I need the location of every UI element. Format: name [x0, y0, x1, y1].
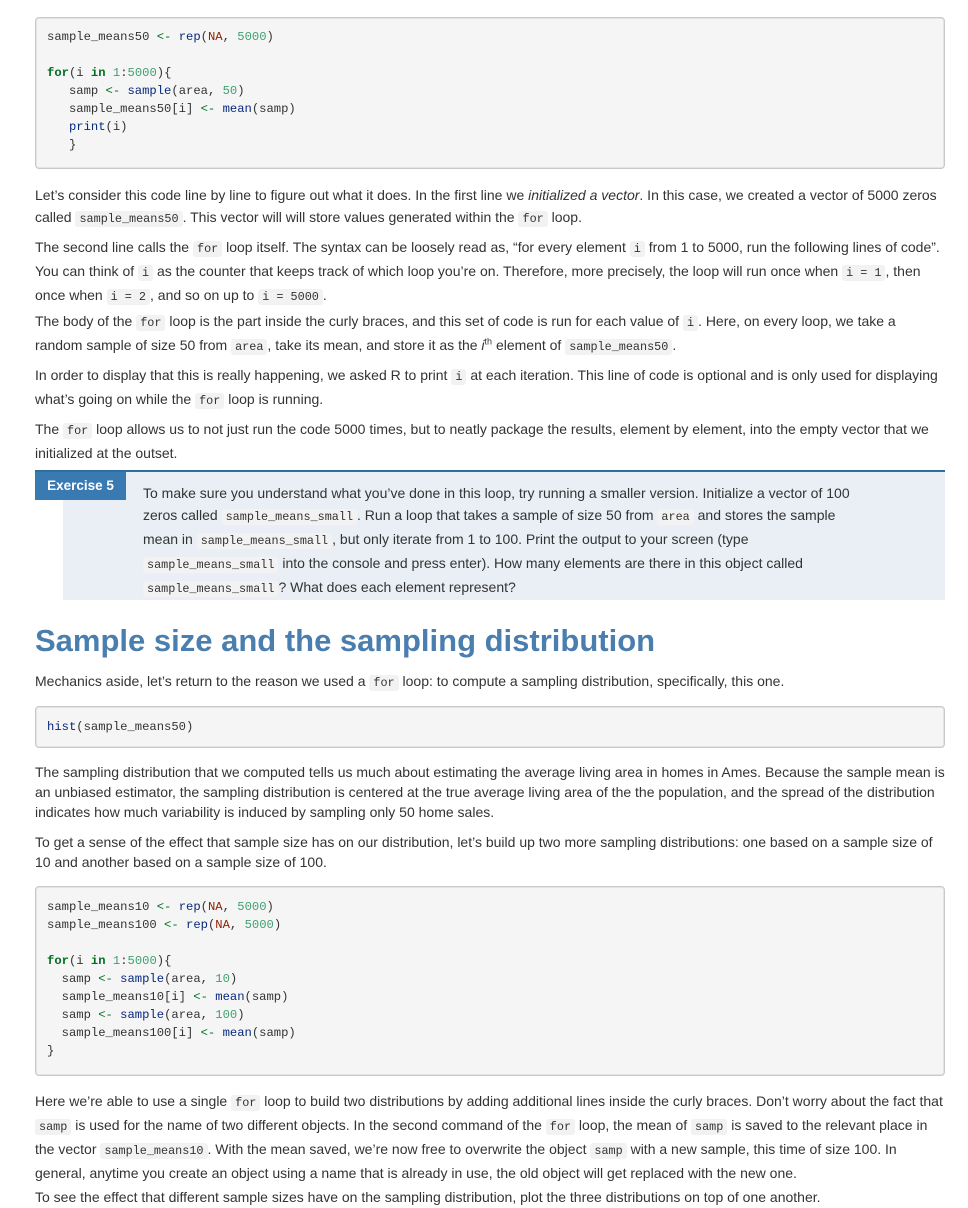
exercise-rule — [35, 470, 945, 472]
section-heading: Sample size and the sampling distribution — [35, 623, 656, 658]
inline-code: i = 5000 — [258, 289, 323, 305]
inline-code: i — [451, 369, 466, 385]
inline-code: i = 1 — [842, 265, 885, 281]
text: loop to build two distributions by adding additional lines inside the curly braces. Don’t worry about the fact that — [260, 1093, 943, 1109]
paragraph-single-loop — [35, 1090, 945, 1184]
inline-code: for — [193, 241, 222, 257]
inline-code: for — [518, 211, 547, 227]
inline-code: area — [231, 339, 267, 355]
text: To make sure you understand what you’ve done in this loop, try running a smaller version. Initialize a vector of 100 zeros called — [143, 485, 850, 523]
code-line: print(i) — [68, 120, 128, 134]
inline-code: for — [195, 393, 224, 409]
inline-code: samp — [691, 1119, 727, 1135]
paragraph-sample-size-effect: To get a sense of the effect that sample size has on our distribution, let’s build up two more sampling distributions: one based on a sample size of 10 and another based on a sample size of 100. — [35, 834, 933, 870]
text: loop is the part inside the curly braces, and this set of code is run for each value of — [165, 313, 683, 329]
paragraph-initialize-vector — [35, 184, 945, 230]
text: In order to display that this is really happening, we asked R to print — [35, 367, 452, 383]
text: element of — [492, 337, 566, 353]
text: , and so on up to — [150, 287, 259, 303]
inline-code: sample_means_small — [197, 533, 332, 549]
text: ? What does each element represent? — [278, 579, 516, 595]
text: with a new sample, this time of size 100. In general, anytime you create an object using a name that is already in use, the old object will get replaced with the new one. — [35, 1141, 897, 1181]
text: Here we’re able to use a single — [35, 1093, 232, 1109]
text: . — [322, 287, 327, 303]
text: at each iteration. This line of code is optional and is only used for displaying what’s going on while the — [35, 367, 938, 407]
code-line: sample_means10[i] <- mean(samp) — [47, 990, 289, 1004]
paragraph-loop-package — [35, 418, 945, 464]
text: . In this case, we created a vector of 5000 zeros called — [35, 187, 937, 225]
text: The second line calls the — [35, 239, 193, 255]
text: The — [35, 421, 64, 437]
text: into the console and press enter). How many elements are there in this object called — [278, 555, 803, 571]
inline-code: samp — [35, 1119, 71, 1135]
paragraph-mechanics-aside — [35, 670, 945, 694]
text: as the counter that keeps track of which loop you’re on. Therefore, more precisely, the loop will run once when — [153, 263, 843, 279]
code-line: sample_means50 <- rep(NA, 5000) — [47, 30, 274, 44]
inline-code: sample_means_small — [143, 581, 278, 597]
inline-code: sample_means50 — [75, 211, 182, 227]
text: loop, the mean of — [575, 1117, 692, 1133]
code-line: sample_means100 <- rep(NA, 5000) — [47, 918, 282, 932]
code-block-loop-10-100[interactable] — [35, 886, 945, 1076]
code-line: for(i in 1:5000){ — [47, 954, 172, 968]
inline-code: sample_means10 — [100, 1143, 207, 1159]
text: from 1 to 5000, run the following lines of code”. You can think of — [35, 239, 940, 279]
code-line: sample_means50[i] <- mean(samp) — [47, 102, 296, 116]
text: . — [672, 337, 677, 353]
emphasis-text: initialized a vector — [528, 187, 640, 203]
superscript: th — [484, 336, 493, 347]
paragraph-for-loop-syntax — [35, 236, 945, 308]
text: loop. — [547, 209, 582, 225]
text: , take its mean, and store it as the — [267, 337, 482, 353]
text: The body of the — [35, 313, 137, 329]
code-line: sample_means100[i] <- mean(samp) — [47, 1026, 296, 1040]
text: Mechanics aside, let’s return to the reason we used a — [35, 673, 370, 689]
paragraph-loop-body — [35, 310, 945, 358]
code-line: samp <- sample(area, 100) — [47, 1008, 245, 1022]
inline-code: sample_means_small — [143, 557, 278, 573]
paragraph-plot-three: To see the effect that different sample sizes have on the sampling distribution, plot the three distributions on top of one another. — [35, 1189, 821, 1205]
inline-code: i — [683, 315, 698, 331]
math-variable: i — [481, 337, 485, 353]
inline-code: sample_means50 — [565, 339, 672, 355]
paragraph-sampling-distribution: The sampling distribution that we computed tells us much about estimating the average living area in homes in Ames. Because the sample mean is an unbiased estimator, the sampling distribution is centered at the true average living area of the the population, and the spread of the distribution indicates how much variability is induced by sampling only 50 home sales. — [35, 764, 945, 820]
exercise-text — [143, 482, 858, 600]
code-line: samp <- sample(area, 50) — [47, 84, 245, 98]
text: . Here, on every loop, we take a random sample of size 50 from — [35, 313, 896, 353]
code-line: } — [47, 138, 77, 152]
inline-code: i — [630, 241, 645, 257]
code-block-loop-50[interactable] — [35, 17, 945, 169]
exercise-5 — [35, 470, 945, 600]
paragraph-print-iteration — [35, 364, 945, 412]
text: . This vector will will store values generated within the — [182, 209, 519, 225]
exercise-label: Exercise 5 — [35, 472, 126, 500]
code-line: for(i in 1:5000){ — [47, 66, 172, 80]
text: is saved to the relevant place in the vector — [35, 1117, 928, 1157]
inline-code: for — [369, 675, 398, 691]
text: . Run a loop that takes a sample of size 50 from — [357, 507, 658, 523]
inline-code: sample_means_small — [222, 509, 357, 525]
code-block-hist[interactable] — [35, 706, 945, 748]
text: loop is running. — [224, 391, 324, 407]
text: loop allows us to not just run the code 5000 times, but to neatly package the results, element by element, into the empty vector that we initialized at the outset. — [35, 421, 929, 461]
text: loop: to compute a sampling distribution, specifically, this one. — [398, 673, 785, 689]
code-line: hist(sample_means50) — [47, 720, 194, 734]
inline-code: for — [231, 1095, 260, 1111]
inline-code: area — [657, 509, 693, 525]
inline-code: for — [63, 423, 92, 439]
text: , but only iterate from 1 to 100. Print the output to your screen (type — [332, 531, 749, 547]
inline-code: i — [138, 265, 153, 281]
code-line: } — [47, 1044, 55, 1058]
text: , then once when — [35, 263, 921, 303]
inline-code: i = 2 — [107, 289, 150, 305]
code-line: sample_means10 <- rep(NA, 5000) — [47, 900, 274, 914]
text: and stores the sample mean in — [143, 507, 836, 547]
inline-code: samp — [590, 1143, 626, 1159]
text: . With the mean saved, we’re now free to overwrite the object — [207, 1141, 591, 1157]
text: loop itself. The syntax can be loosely read as, “for every element — [222, 239, 630, 255]
text: is used for the name of two different objects. In the second command of the — [71, 1117, 546, 1133]
inline-code: for — [136, 315, 165, 331]
text: Let’s consider this code line by line to figure out what it does. In the first line we — [35, 187, 529, 203]
code-line: samp <- sample(area, 10) — [47, 972, 238, 986]
inline-code: for — [546, 1119, 575, 1135]
